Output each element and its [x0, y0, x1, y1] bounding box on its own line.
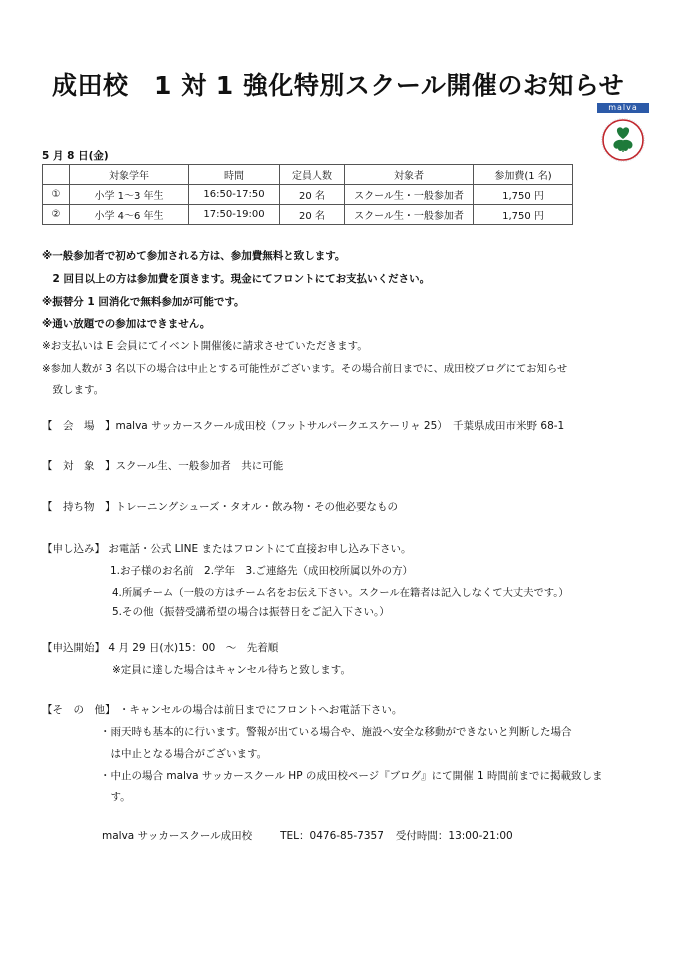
note-free-first: ※一般参加者で初めて参加される方は、参加費無料と致します。 [42, 250, 346, 262]
table-cell: 1,750 円 [474, 205, 573, 225]
table-cell: ② [43, 205, 70, 225]
table-cell: 17:50-19:00 [189, 205, 280, 225]
venue-value: malva サッカースクール成田校（フットサルパークエスケーリャ 25） 千葉県成田市米野 68-1 [115, 420, 565, 432]
apply-start-value: 4 月 29 日(水)15：00 ～ 先着順 [108, 642, 279, 654]
clover-emblem-icon [601, 118, 645, 162]
table-header-cell [43, 165, 70, 185]
table-header-cell: 対象学年 [70, 165, 189, 185]
footer-hours: 受付時間：13:00-21:00 [395, 830, 513, 842]
table-row [43, 185, 573, 205]
others-item-3: ・中止の場合 malva サッカースクール HP の成田校ページ『ブログ』にて開催 1 時間前までに掲載致しま [100, 770, 603, 782]
apply-item-1: 1.お子様のお名前 2.学年 3.ご連絡先（成田校所属以外の方） [110, 565, 414, 577]
schedule-table [42, 164, 573, 225]
apply-start-note: ※定員に達した場合はキャンセル待ちと致します。 [112, 664, 351, 676]
venue-label: 【 会 場 】 [42, 420, 116, 432]
table-cell: ① [43, 185, 70, 205]
note-cancel-min-cont: 致します。 [42, 384, 105, 396]
note-cancel-min: ※参加人数が 3 名以下の場合は中止とする可能性がございます。その場合前日までに、成田校ブログにてお知らせ [42, 363, 568, 375]
belongings-label: 【 持ち物 】 [42, 501, 116, 513]
belongings-value: トレーニングシューズ・タオル・飲み物・その他必要なもの [115, 501, 399, 513]
others-item-3-cont: す。 [100, 791, 131, 803]
others-item-2-cont: は中止となる場合がございます。 [100, 748, 268, 760]
table-header-cell: 定員人数 [280, 165, 345, 185]
table-cell: スクール生・一般参加者 [345, 185, 474, 205]
note-makeup: ※振替分 1 回消化で無料参加が可能です。 [42, 296, 245, 308]
apply-value: お電話・公式 LINE またはフロントにて直接お申し込み下さい。 [108, 543, 412, 555]
others-item-1: ・キャンセルの場合は前日までにフロントへお電話下さい。 [118, 704, 403, 716]
others-row [42, 702, 402, 717]
apply-item-2: 4.所属チーム（一般の方はチーム名をお伝え下さい。スクール在籍者は記入しなくて大丈夫です。） [112, 587, 569, 599]
apply-start-row [42, 640, 278, 655]
table-header-row [43, 165, 573, 185]
table-header-cell: 対象者 [345, 165, 474, 185]
target-label: 【 対 象 】 [42, 460, 116, 472]
others-label: 【そ の 他】 [42, 704, 116, 716]
footer-tel: TEL：0476-85-7357 [280, 830, 384, 842]
table-cell: 16:50-17:50 [189, 185, 280, 205]
apply-row [42, 541, 411, 556]
apply-label: 【申し込み】 [42, 543, 105, 555]
footer-contact [102, 828, 513, 843]
note-payment: ※お支払いは E 会員にてイベント開催後に請求させていただきます。 [42, 340, 368, 352]
table-row [43, 205, 573, 225]
note-second-payment: 2 回目以上の方は参加費を頂きます。現金にてフロントにてお支払いください。 [42, 273, 431, 285]
table-header-cell: 時間 [189, 165, 280, 185]
target-row [42, 458, 283, 473]
malva-logo-badge: malva [597, 103, 649, 113]
table-cell: 小学 4～6 年生 [70, 205, 189, 225]
apply-item-3: 5.その他（振替受講希望の場合は振替日をご記入下さい。） [112, 606, 390, 618]
note-unlimited: ※通い放題での参加はできません。 [42, 318, 211, 330]
table-cell: スクール生・一般参加者 [345, 205, 474, 225]
target-value: スクール生、一般参加者 共に可能 [115, 460, 284, 472]
others-item-2: ・雨天時も基本的に行います。警報が出ている場合や、施設へ安全な移動ができないと判断した場合 [100, 726, 572, 738]
table-cell: 20 名 [280, 185, 345, 205]
table-cell: 1,750 円 [474, 185, 573, 205]
event-date: 5 月 8 日(金) [42, 150, 109, 162]
page-title: 成田校 1 対 1 強化特別スクール開催のお知らせ [52, 71, 625, 100]
table-header-cell: 参加費(1 名) [474, 165, 573, 185]
belongings-row [42, 499, 398, 514]
footer-school: malva サッカースクール成田校 [102, 830, 253, 842]
table-cell: 20 名 [280, 205, 345, 225]
apply-start-label: 【申込開始】 [42, 642, 105, 654]
venue-row [42, 418, 564, 433]
table-cell: 小学 1～3 年生 [70, 185, 189, 205]
